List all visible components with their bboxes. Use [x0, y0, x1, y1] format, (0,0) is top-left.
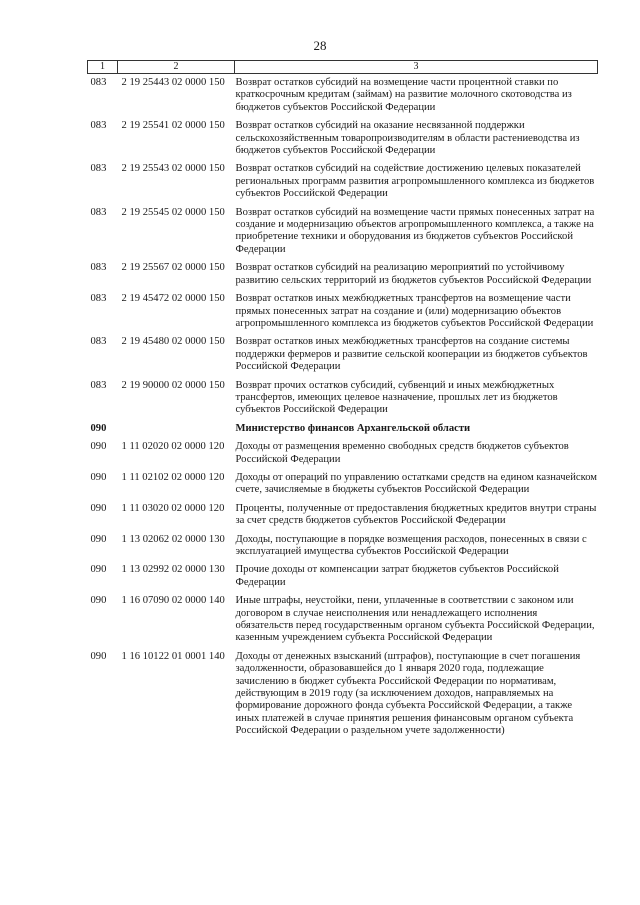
budget-code-cell: 1 16 10122 01 0001 140 — [121, 650, 225, 662]
admin-code-cell: 083 — [90, 206, 107, 218]
admin-code-cell: 090 — [90, 502, 107, 514]
revenue-name-cell: Возврат остатков субсидий на оказание несвязанной поддержки сельскохозяйственным товаропроизводителям в области растениеводства из бюджетов субъектов Российской Федерации — [235, 120, 580, 157]
admin-code-cell: 090 — [90, 595, 107, 607]
table-header — [88, 61, 598, 74]
revenue-name-cell: Министерство финансов Архангельской области — [235, 422, 471, 434]
table-body — [88, 74, 598, 744]
revenue-name-cell: Возврат остатков иных межбюджетных трансфертов на возмещение части прямых понесенных затрат на создание и (или) модернизацию объектов агропромышленного комплекса из бюджетов субъектов Российской Федерации — [235, 293, 594, 329]
table-row — [88, 651, 598, 744]
budget-code-cell: 2 19 90000 02 0000 150 — [121, 379, 225, 391]
column-2-header: 2 — [118, 61, 235, 74]
budget-code-cell: 2 19 45472 02 0000 150 — [121, 293, 225, 305]
table-row — [88, 595, 598, 651]
table-row — [88, 472, 598, 503]
table-row — [88, 293, 598, 336]
revenue-name-cell: Возврат остатков субсидий на реализацию мероприятий по устойчивому развитию сельских территорий из бюджетов субъектов Российской Федерации — [235, 262, 592, 286]
table-row — [88, 262, 598, 293]
admin-code-cell: 083 — [90, 293, 107, 305]
admin-code-cell: 083 — [90, 336, 107, 348]
table-row — [88, 336, 598, 379]
budget-code-cell: 1 11 03020 02 0000 120 — [121, 502, 225, 514]
revenue-name-cell: Возврат остатков иных межбюджетных трансфертов на создание системы поддержки фермеров и развитие сельской кооперации из бюджетов субъектов Российской Федерации — [235, 336, 588, 373]
admin-code-cell: 083 — [90, 379, 107, 391]
table-row — [88, 441, 598, 472]
table-row — [88, 74, 598, 121]
revenue-name-cell: Доходы, поступающие в порядке возмещения расходов, понесенных в связи с эксплуатацией имущества субъектов Российской Федерации — [235, 533, 587, 557]
admin-code-cell: 083 — [90, 262, 107, 274]
column-1-header: 1 — [88, 61, 118, 74]
admin-code-cell: 083 — [90, 77, 107, 88]
revenue-name-cell: Иные штрафы, неустойки, пени, уплаченные в соответствии с законом или договором в случае неисполнения или ненадлежащего исполнения обязательств перед государственным органом субъекта Российской Федерации, казенным учреждением субъекта Российской Федерации — [235, 595, 595, 644]
budget-code-cell: 2 19 25545 02 0000 150 — [121, 206, 225, 218]
table-row — [88, 534, 598, 565]
table-row — [88, 163, 598, 206]
table-row — [88, 380, 598, 423]
budget-code-cell: 1 11 02102 02 0000 120 — [121, 471, 225, 483]
admin-code-cell: 090 — [90, 564, 107, 576]
budget-code-cell: 2 19 25443 02 0000 150 — [121, 77, 225, 88]
admin-code-cell: 083 — [90, 120, 107, 132]
table-row — [88, 207, 598, 263]
budget-code-cell — [118, 423, 235, 441]
table-row-organization — [88, 423, 598, 441]
revenue-name-cell: Возврат остатков субсидий на содействие достижению целевых показателей региональных программ развития агропромышленного комплекса из бюджетов субъектов Российской Федерации — [235, 163, 595, 200]
budget-code-cell: 2 19 25567 02 0000 150 — [121, 262, 225, 274]
admin-code-cell: 083 — [90, 163, 107, 175]
budget-code-cell: 1 13 02062 02 0000 130 — [121, 533, 225, 545]
table-row — [88, 120, 598, 163]
page-number: 28 — [313, 38, 327, 53]
revenue-name-cell: Доходы от денежных взысканий (штрафов), поступающие в счет погашения задолженности, образовавшейся до 1 января 2020 года, подлежащие зачислению в бюджет субъекта Российской Федерации по нормативам, действующим в 2019 году (за исключением доходов, направляемых на формирование дорожного фонда субъекта Российской Федерации, а также иных платежей в случае принятия решения финансовым органом субъекта Российской Федерации о раздельном учете задолженности) — [235, 650, 581, 737]
budget-code-cell: 1 16 07090 02 0000 140 — [121, 595, 225, 607]
revenue-name-cell: Возврат остатков субсидий на возмещение части прямых понесенных затрат на создание и модернизацию объектов агропромышленного комплекса, а также на приобретение техники и оборудования из бюджетов субъектов Российской Федерации — [235, 206, 595, 255]
budget-code-cell: 2 19 45480 02 0000 150 — [121, 336, 225, 348]
admin-code-cell: 090 — [90, 422, 107, 434]
admin-code-cell: 090 — [90, 650, 107, 662]
budget-code-cell: 2 19 25541 02 0000 150 — [121, 120, 225, 132]
admin-code-cell: 090 — [90, 533, 107, 545]
budget-code-cell: 2 19 25543 02 0000 150 — [121, 163, 225, 175]
table-row — [88, 503, 598, 534]
admin-code-cell: 090 — [90, 471, 107, 483]
column-number-row — [88, 61, 598, 74]
revenue-name-cell: Возврат прочих остатков субсидий, субвенций и иных межбюджетных трансфертов, имеющих целевое назначение, прошлых лет из бюджетов субъектов Российской Федерации — [235, 379, 558, 416]
budget-code-cell: 1 11 02020 02 0000 120 — [121, 441, 225, 453]
admin-code-cell: 090 — [90, 441, 107, 453]
revenue-name-cell: Возврат остатков субсидий на возмещение части процентной ставки по краткосрочным кредитам (займам) на развитие молочного скотоводства из бюджетов субъектов Российской Федерации — [235, 77, 572, 113]
column-3-header: 3 — [235, 61, 598, 74]
table-row — [88, 564, 598, 595]
budget-code-cell: 1 13 02992 02 0000 130 — [121, 564, 225, 576]
revenue-name-cell: Доходы от операций по управлению остатками средств на едином казначейском счете, зачисляемые в бюджеты субъектов Российской Федерации — [235, 471, 597, 496]
revenue-name-cell: Прочие доходы от компенсации затрат бюджетов субъектов Российской Федерации — [235, 564, 559, 588]
revenue-name-cell: Проценты, полученные от предоставления бюджетных кредитов внутри страны за счет средств бюджетов субъектов Российской Федерации — [235, 502, 597, 527]
revenue-name-cell: Доходы от размещения временно свободных средств бюджетов субъектов Российской Федерации — [235, 441, 569, 465]
revenue-classification-table — [87, 60, 598, 744]
